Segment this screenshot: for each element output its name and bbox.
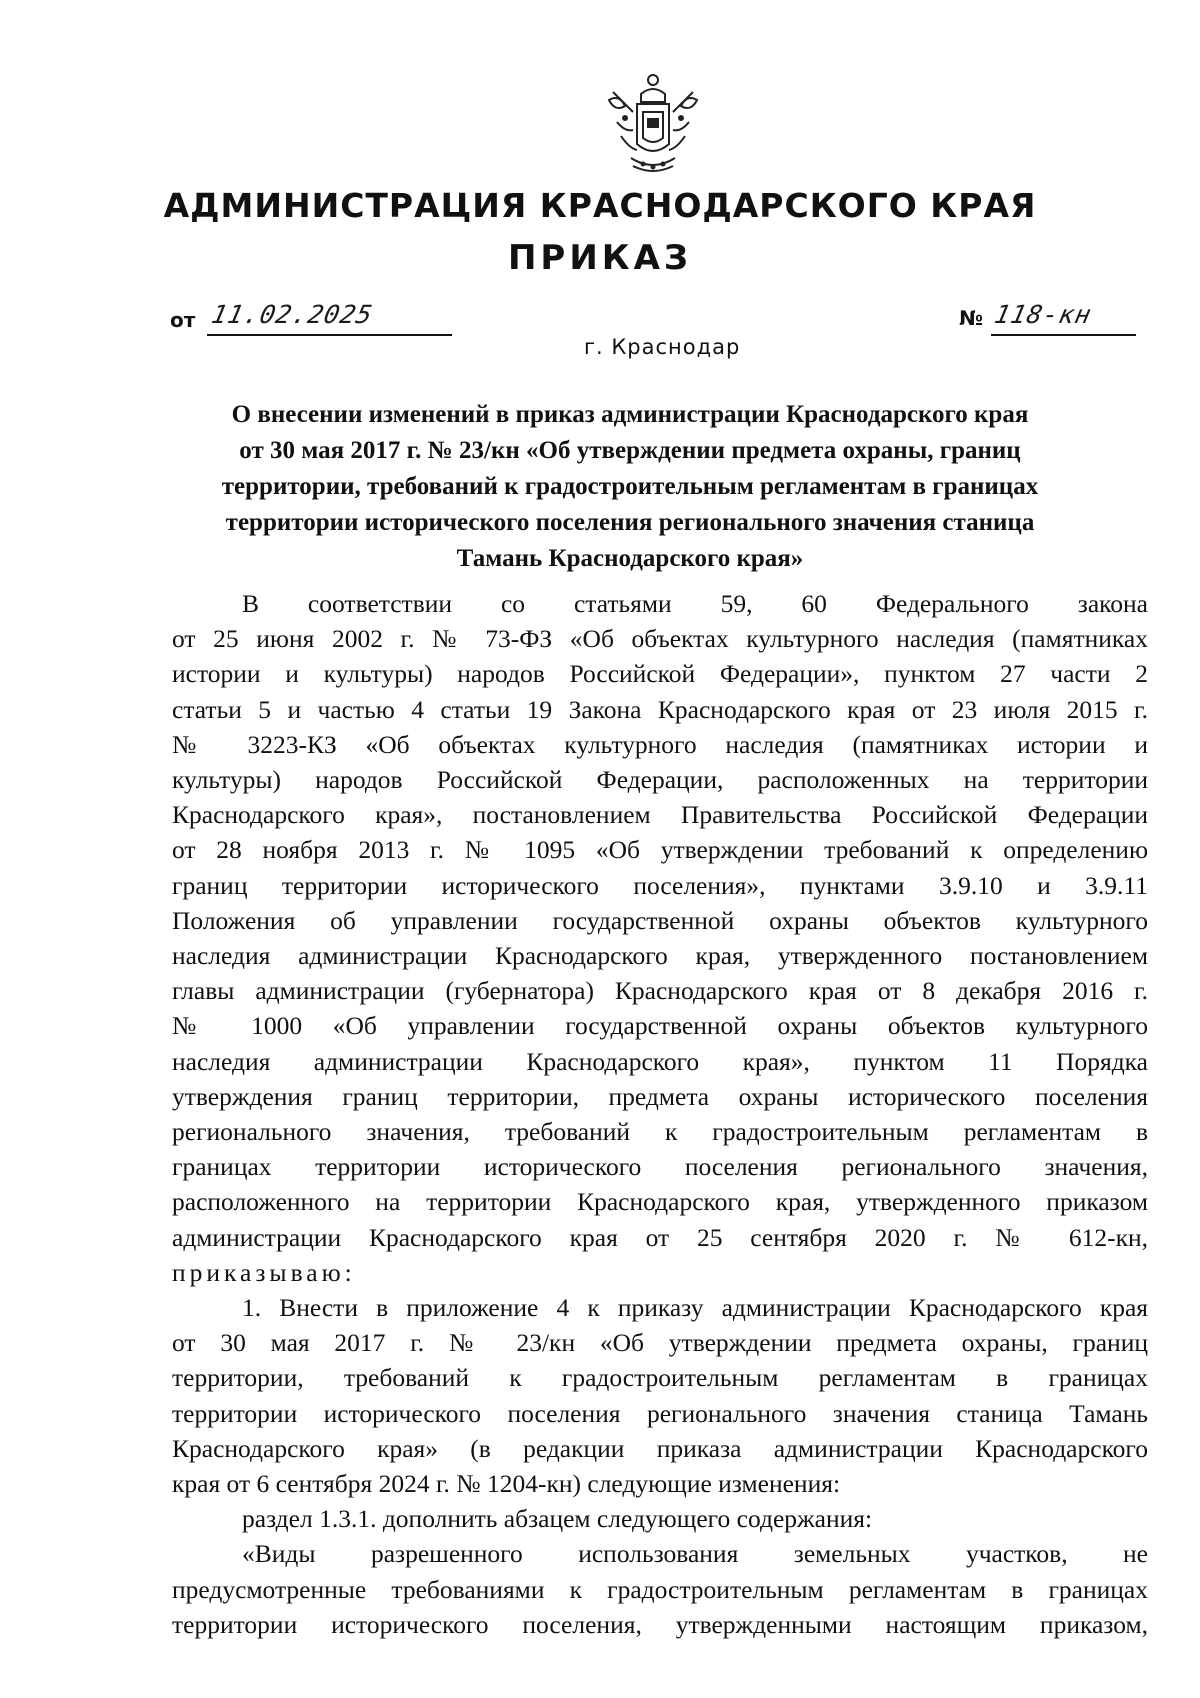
section-line: раздел 1.3.1. дополнить абзацем следующего содержания:: [242, 1504, 873, 1534]
item-line: края от 6 сентября 2024 г. № 1204-кн) следующие изменения:: [172, 1469, 841, 1499]
quote-line: «Виды разрешенного использования земельных участков, не: [242, 1539, 1148, 1569]
item-line: территории исторического поселения регионального значения станица Тамань: [172, 1398, 1148, 1428]
krasnodar-coat-of-arms-emblem: [603, 72, 703, 177]
body-line: расположенного на территории Краснодарского края, утвержденного приказом: [172, 1187, 1148, 1217]
title-line: О внесении изменений в приказ администрации Краснодарского края: [231, 401, 1029, 428]
document-body: [172, 586, 1148, 1642]
body-line: от 28 ноября 2013 г. № 1095 «Об утверждении требований к определению: [172, 835, 1148, 865]
organization-name: АДМИНИСТРАЦИЯ КРАСНОДАРСКОГО КРАЯ: [163, 186, 1037, 225]
body-line: Краснодарского края», постановлением Правительства Российской Федерации: [172, 800, 1148, 830]
date-label: от: [170, 308, 196, 332]
quote-line: территории исторического поселения, утвержденными настоящим приказом,: [172, 1609, 1148, 1639]
body-line: администрации Краснодарского края от 25 сентября 2020 г. № 612-кн,: [172, 1222, 1148, 1252]
item-line: 1. Внести в приложение 4 к приказу администрации Краснодарского края: [242, 1293, 1148, 1323]
body-line: границах территории исторического поселения регионального значения,: [172, 1152, 1148, 1182]
number-label: №: [959, 306, 984, 330]
body-line: В соответствии со статьями 59, 60 Федерального закона: [242, 589, 1148, 618]
body-line: истории и культуры) народов Российской Федерации», пунктом 27 части 2: [172, 659, 1148, 689]
body-line: Положения об управлении государственной охраны объектов культурного: [172, 905, 1148, 935]
body-line: границ территории исторического поселения», пунктами 3.9.10 и 3.9.11: [172, 870, 1148, 900]
body-line: № 1000 «Об управлении государственной охраны объектов культурного: [172, 1011, 1148, 1041]
body-line: культуры) народов Российской Федерации, расположенных на территории: [172, 765, 1148, 795]
body-line: утверждения границ территории, предмета охраны исторического поселения: [172, 1081, 1148, 1111]
title-line: Тамань Краснодарского края»: [456, 545, 804, 572]
item-line: Краснодарского края» (в редакции приказа администрации Краснодарского: [172, 1433, 1148, 1463]
body-line: главы администрации (губернатора) Краснодарского края от 8 декабря 2016 г.: [172, 976, 1148, 1006]
body-line: статьи 5 и частью 4 статьи 19 Закона Краснодарского края от 23 июля 2015 г.: [172, 694, 1148, 724]
body-line: наследия администрации Краснодарского края», пунктом 11 Порядка: [172, 1046, 1148, 1076]
body-line: № 3223-КЗ «Об объектах культурного наследия (памятниках истории и: [172, 729, 1148, 759]
body-line: регионального значения, требований к градостроительным регламентам в: [172, 1117, 1148, 1147]
document-title: [150, 397, 1110, 577]
order-word: приказываю:: [172, 1257, 356, 1287]
title-line: территории, требований к градостроительным регламентам в границах: [221, 473, 1039, 500]
title-line: территории исторического поселения регионального значения станица: [225, 509, 1035, 536]
handwritten-number: 118-кн: [991, 300, 1095, 329]
city-name: г. Краснодар: [584, 335, 741, 359]
body-line: наследия администрации Краснодарского края, утвержденного постановлением: [172, 941, 1148, 971]
quote-line: предусмотренные требованиями к градостроительным регламентам в границах: [172, 1574, 1148, 1604]
handwritten-date: 11.02.2025: [208, 300, 376, 329]
item-line: территории, требований к градостроительным регламентам в границах: [172, 1363, 1148, 1393]
body-line: от 25 июня 2002 г. № 73-ФЗ «Об объектах культурного наследия (памятниках: [172, 624, 1148, 654]
item-line: от 30 мая 2017 г. № 23/кн «Об утверждении предмета охраны, границ: [172, 1328, 1148, 1358]
title-line: от 30 мая 2017 г. № 23/кн «Об утверждении предмета охраны, границ: [239, 437, 1021, 464]
document-type: ПРИКАЗ: [507, 238, 693, 278]
